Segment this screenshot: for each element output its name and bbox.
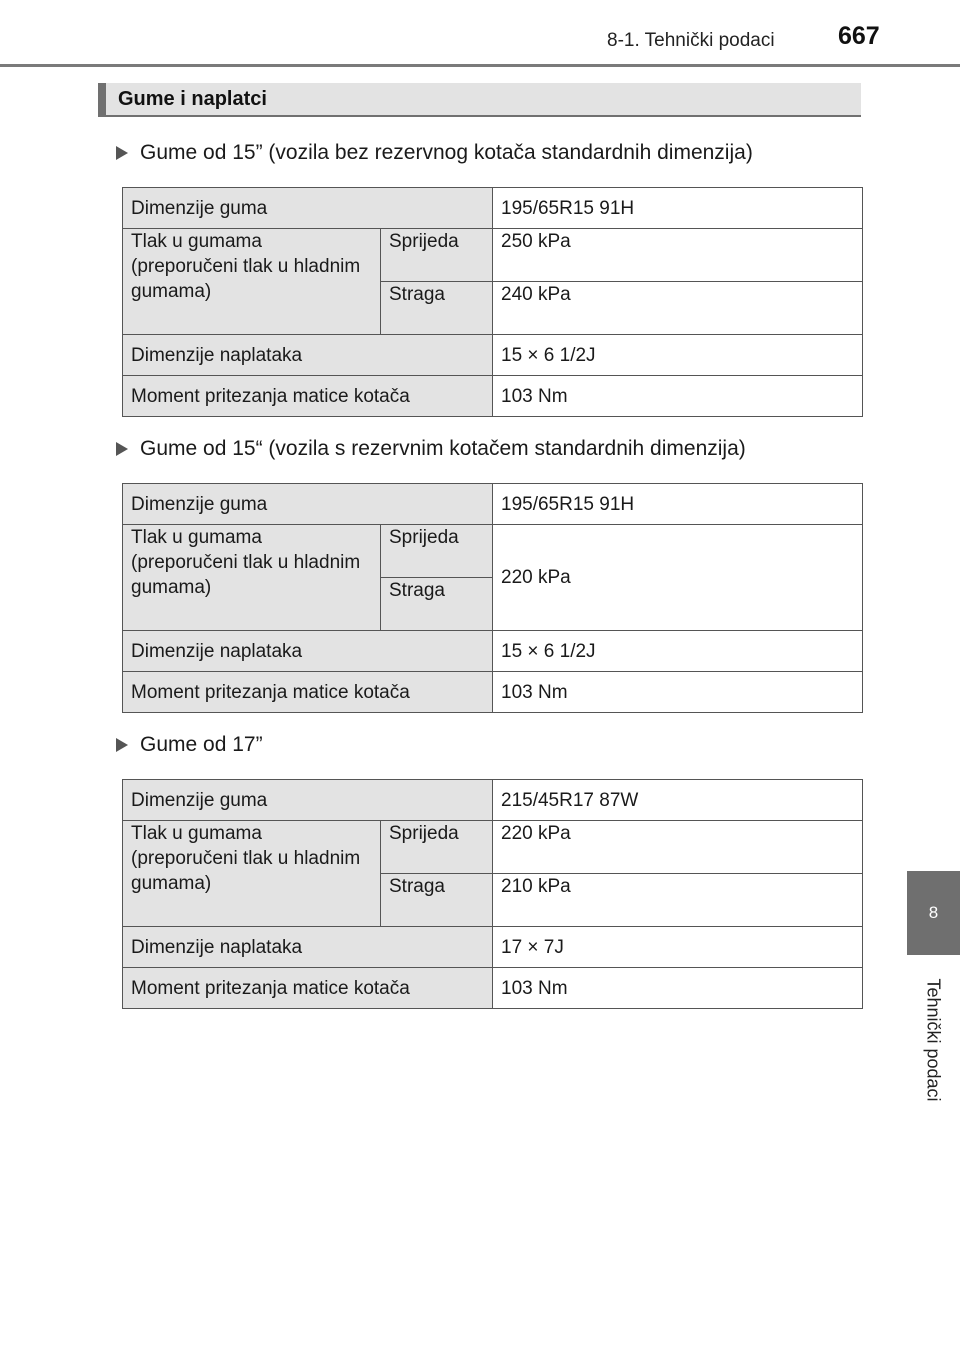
- tire-size-value: 215/45R17 87W: [493, 780, 863, 821]
- wheel-size-label: Dimenzije naplataka: [123, 335, 493, 376]
- subsection-heading-text: Gume od 15” (vozila bez rezervnog kotača standardnih dimenzija): [140, 141, 753, 164]
- table-row: [123, 631, 863, 672]
- rear-label: Straga: [381, 282, 493, 335]
- tire-size-value: 195/65R15 91H: [493, 484, 863, 525]
- subsection-heading-1: [116, 141, 753, 165]
- wheel-size-value: 15 × 6 1/2J: [493, 631, 863, 672]
- table-row: [123, 672, 863, 713]
- pressure-label: Tlak u gumama (preporučeni tlak u hladnim gumama): [123, 229, 381, 335]
- section-title-text: Gume i naplatci: [118, 87, 267, 110]
- table-row: [123, 525, 863, 578]
- rear-pressure-value: 210 kPa: [493, 874, 863, 927]
- table-row: [123, 484, 863, 525]
- pressure-value: 220 kPa: [493, 525, 863, 631]
- wheel-size-value: 15 × 6 1/2J: [493, 335, 863, 376]
- tire-size-value: 195/65R15 91H: [493, 188, 863, 229]
- torque-value: 103 Nm: [493, 376, 863, 417]
- rear-pressure-value: 240 kPa: [493, 282, 863, 335]
- front-pressure-value: 220 kPa: [493, 821, 863, 874]
- torque-label: Moment pritezanja matice kotača: [123, 672, 493, 713]
- wheel-size-label: Dimenzije naplataka: [123, 631, 493, 672]
- triangle-bullet-icon: [116, 146, 128, 160]
- chapter-number: 8: [928, 903, 939, 922]
- tire-size-label: Dimenzije guma: [123, 188, 493, 229]
- pressure-label: Tlak u gumama (preporučeni tlak u hladnim gumama): [123, 821, 381, 927]
- wheel-size-label: Dimenzije naplataka: [123, 927, 493, 968]
- table-row: [123, 229, 863, 282]
- rear-label: Straga: [381, 874, 493, 927]
- subsection-heading-text: Gume od 15“ (vozila s rezervnim kotačem standardnih dimenzija): [140, 437, 746, 460]
- subsection-heading-2: [116, 437, 746, 461]
- section-title: [98, 83, 861, 117]
- front-label: Sprijeda: [381, 821, 493, 874]
- page-number: 667: [838, 22, 880, 50]
- table-row: [123, 927, 863, 968]
- pressure-label: Tlak u gumama (preporučeni tlak u hladnim gumama): [123, 525, 381, 631]
- chapter-label: Tehnički podaci: [923, 978, 944, 1102]
- header-section-title: 8-1. Tehnički podaci: [607, 30, 775, 51]
- wheel-size-value: 17 × 7J: [493, 927, 863, 968]
- front-label: Sprijeda: [381, 229, 493, 282]
- tire-spec-table-2: [122, 483, 863, 713]
- torque-value: 103 Nm: [493, 672, 863, 713]
- table-row: [123, 376, 863, 417]
- tire-size-label: Dimenzije guma: [123, 484, 493, 525]
- front-pressure-value: 250 kPa: [493, 229, 863, 282]
- rear-label: Straga: [381, 578, 493, 631]
- tire-size-label: Dimenzije guma: [123, 780, 493, 821]
- torque-label: Moment pritezanja matice kotača: [123, 968, 493, 1009]
- triangle-bullet-icon: [116, 442, 128, 456]
- table-row: [123, 780, 863, 821]
- front-label: Sprijeda: [381, 525, 493, 578]
- torque-label: Moment pritezanja matice kotača: [123, 376, 493, 417]
- table-row: [123, 821, 863, 874]
- header-divider: [0, 64, 960, 67]
- table-row: [123, 968, 863, 1009]
- torque-value: 103 Nm: [493, 968, 863, 1009]
- subsection-heading-text: Gume od 17”: [140, 733, 263, 756]
- triangle-bullet-icon: [116, 738, 128, 752]
- table-row: [123, 188, 863, 229]
- subsection-heading-3: [116, 733, 263, 757]
- table-row: [123, 335, 863, 376]
- chapter-tab: [907, 871, 960, 955]
- tire-spec-table-3: [122, 779, 863, 1009]
- tire-spec-table-1: [122, 187, 863, 417]
